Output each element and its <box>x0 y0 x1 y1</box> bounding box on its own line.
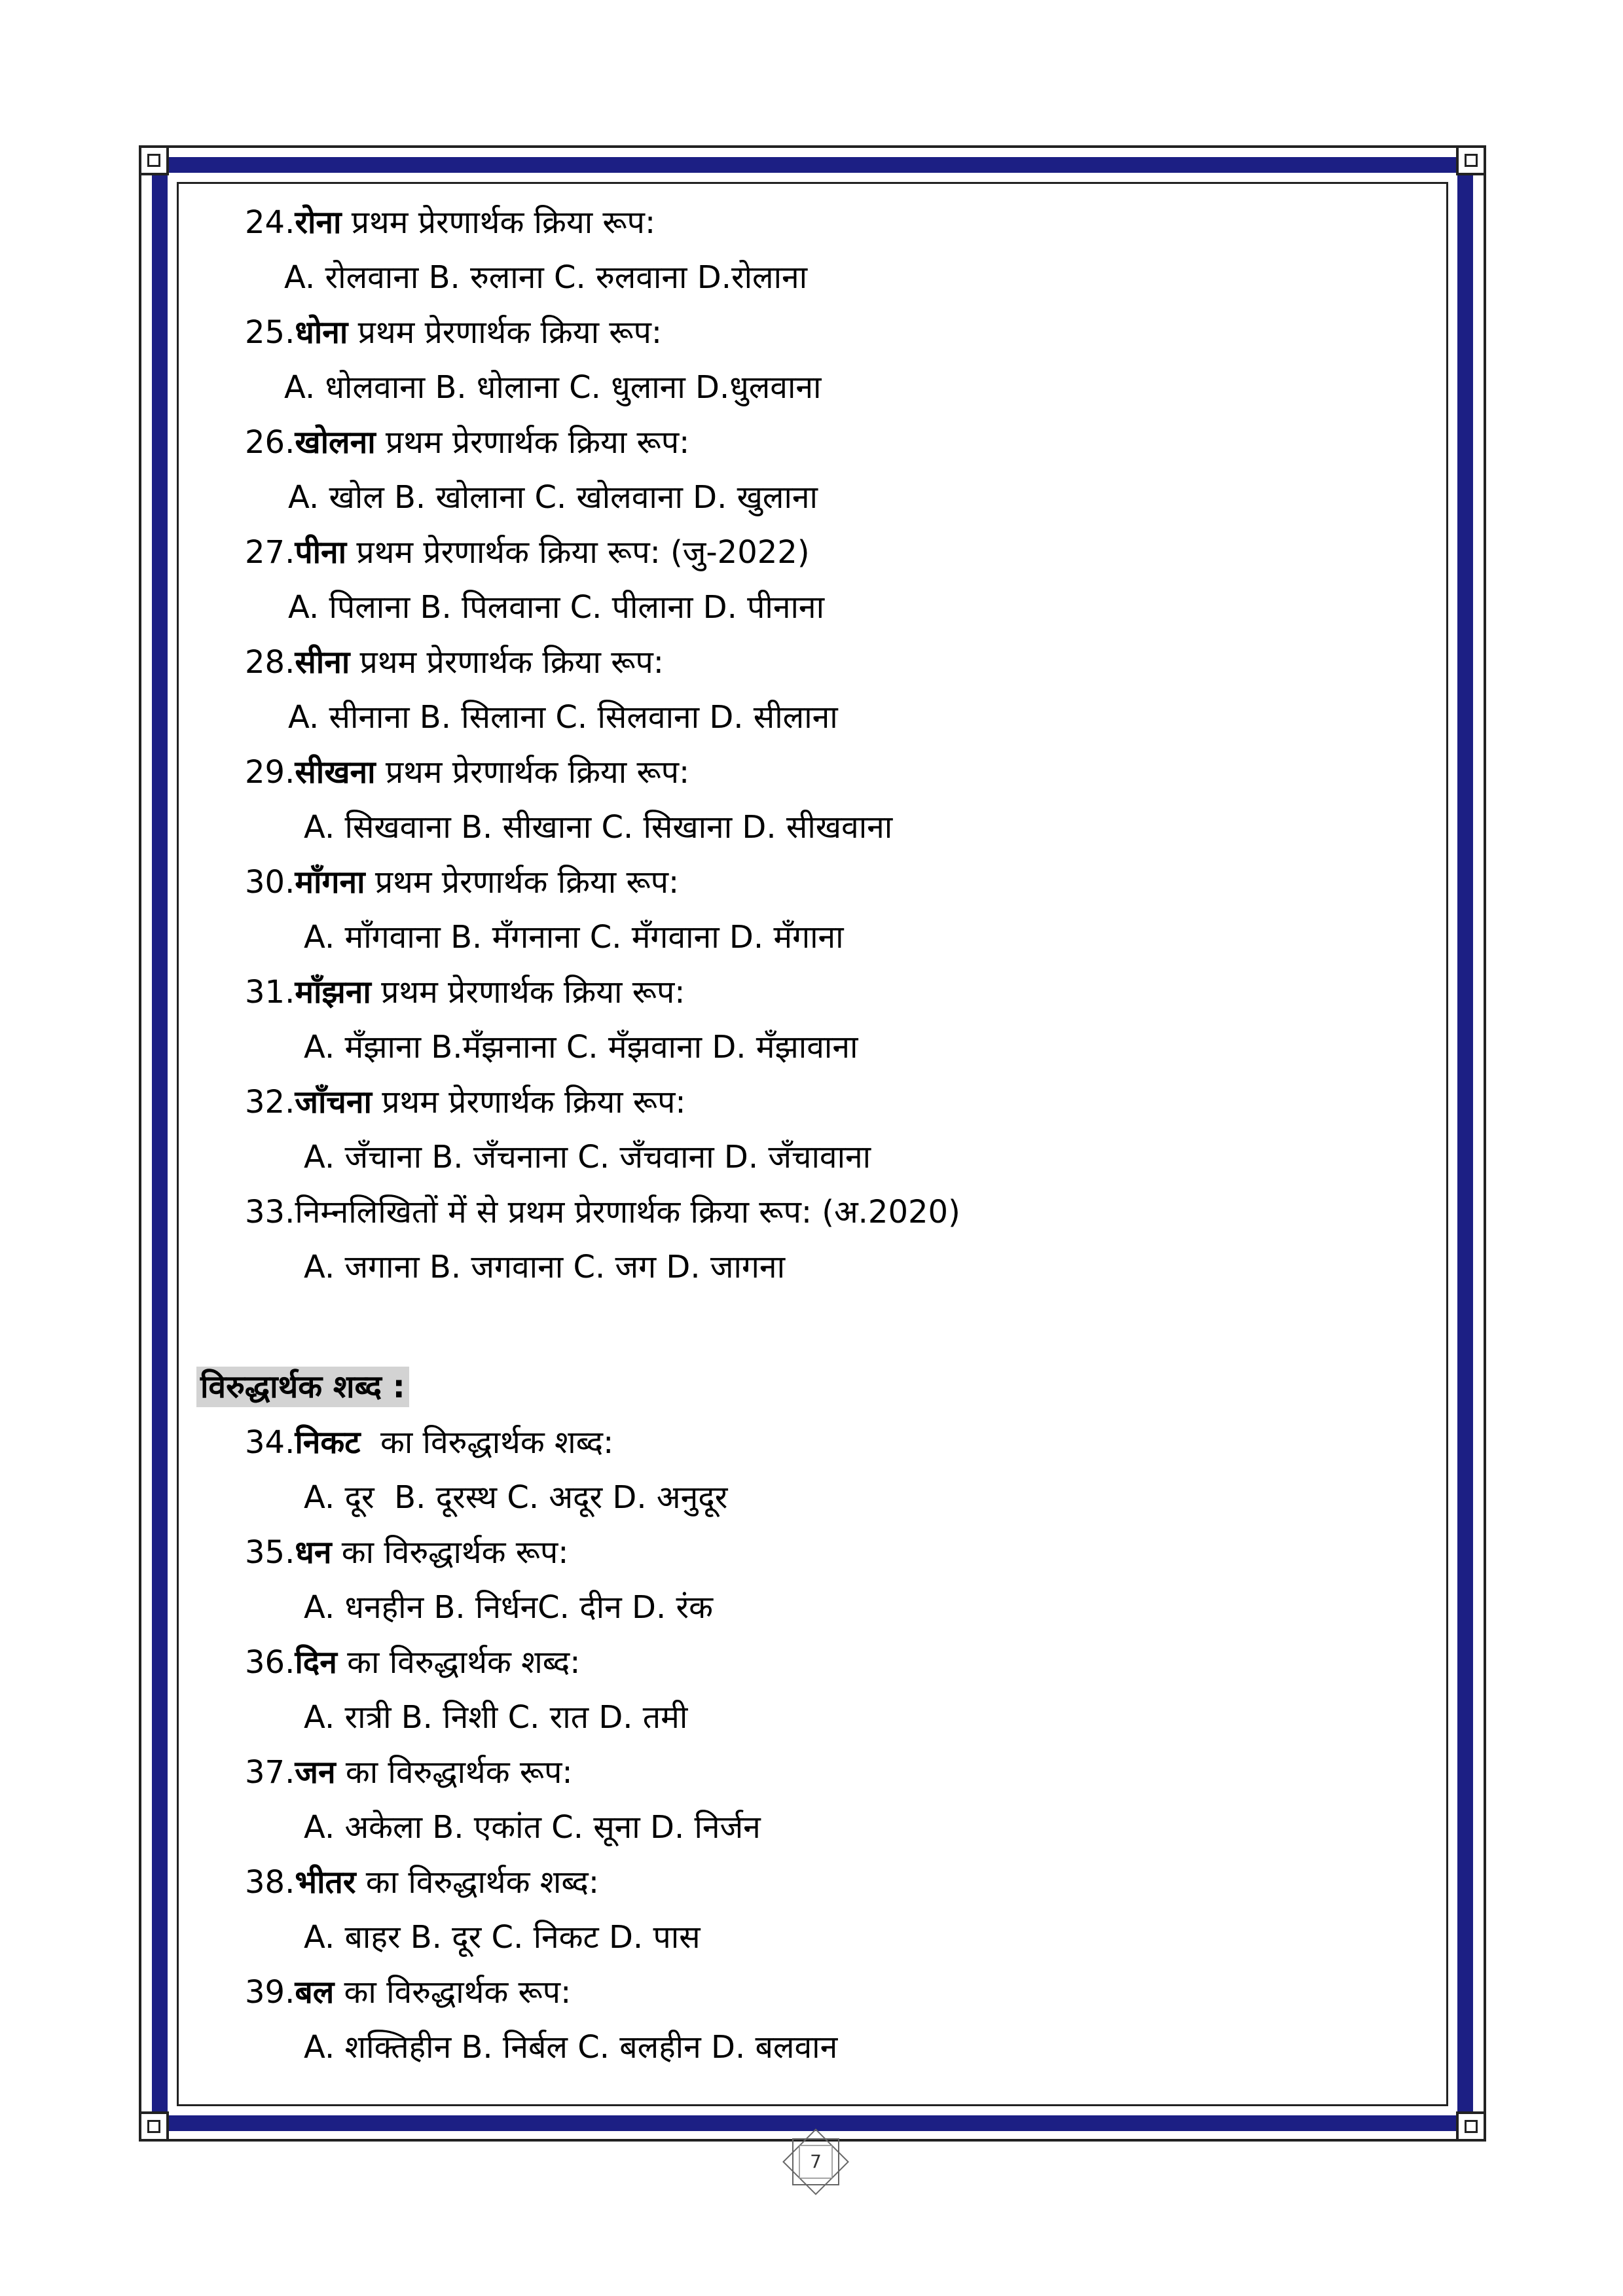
question-38: 38.भीतर का विरुद्धार्थक शब्द: <box>245 1864 600 1901</box>
options-38: A. बाहर B. दूर C. निकट D. पास <box>304 1919 701 1956</box>
question-keyword: माँझना <box>295 974 371 1011</box>
section-heading: विरुद्धार्थक शब्द : <box>196 1367 409 1407</box>
options-36: A. रात्री B. निशी C. रात D. तमी <box>304 1699 688 1736</box>
page-number-ornament <box>775 2121 857 2203</box>
options-28: A. सीनाना B. सिलाना C. सिलवाना D. सीलाना <box>288 699 838 736</box>
question-keyword: माँगना <box>295 864 365 901</box>
corner-ornament-top-left <box>139 145 169 175</box>
question-keyword: सीखना <box>295 754 376 791</box>
question-25: 25.धोना प्रथम प्रेरणार्थक क्रिया रूप: <box>245 314 663 351</box>
page-number: 7 <box>810 2151 822 2172</box>
question-24: 24.रोना प्रथम प्रेरणार्थक क्रिया रूप: <box>245 204 656 241</box>
question-31: 31.माँझना प्रथम प्रेरणार्थक क्रिया रूप: <box>245 974 685 1011</box>
question-28: 28.सीना प्रथम प्रेरणार्थक क्रिया रूप: <box>245 644 664 681</box>
options-35: A. धनहीन B. निर्धनC. दीन D. रंक <box>304 1589 713 1626</box>
options-30: A. माँगवाना B. मँगनाना C. मँगवाना D. मँगाना <box>304 919 844 956</box>
options-33: A. जगाना B. जगवाना C. जग D. जागना <box>304 1249 785 1285</box>
options-27: A. पिलाना B. पिलवाना C. पीलाना D. पीनाना <box>288 589 824 626</box>
question-keyword: जन <box>295 1754 336 1791</box>
options-24: A. रोलवाना B. रुलाना C. रुलवाना D.रोलाना <box>284 259 808 296</box>
options-32: A. जँचाना B. जँचनाना C. जँचवाना D. जँचावाना <box>304 1139 871 1175</box>
question-34: 34.निकट का विरुद्धार्थक शब्द: <box>245 1424 614 1461</box>
question-27: 27.पीना प्रथम प्रेरणार्थक क्रिया रूप: (जु-2022) <box>245 534 810 571</box>
question-33: 33.निम्नलिखितों में से प्रथम प्रेरणार्थक क्रिया रूप: (अ.2020) <box>245 1194 960 1230</box>
question-26: 26.खोलना प्रथम प्रेरणार्थक क्रिया रूप: <box>245 424 690 461</box>
question-keyword: दिन <box>295 1644 337 1681</box>
corner-ornament-top-right <box>1456 145 1486 175</box>
question-39: 39.बल का विरुद्धार्थक रूप: <box>245 1974 572 2011</box>
question-32: 32.जाँचना प्रथम प्रेरणार्थक क्रिया रूप: <box>245 1084 686 1121</box>
question-36: 36.दिन का विरुद्धार्थक शब्द: <box>245 1644 581 1681</box>
question-keyword: भीतर <box>295 1864 356 1901</box>
question-keyword: खोलना <box>295 424 376 461</box>
question-keyword: सीना <box>295 644 350 681</box>
question-35: 35.धन का विरुद्धार्थक रूप: <box>245 1534 569 1571</box>
question-keyword: निकट <box>295 1424 361 1461</box>
question-keyword: धन <box>295 1534 332 1571</box>
options-25: A. धोलवाना B. धोलाना C. धुलाना D.धुलवाना <box>284 369 822 406</box>
options-31: A. मँझाना B.मँझनाना C. मँझवाना D. मँझावाना <box>304 1029 858 1066</box>
question-30: 30.माँगना प्रथम प्रेरणार्थक क्रिया रूप: <box>245 864 680 901</box>
options-26: A. खोल B. खोलाना C. खोलवाना D. खुलाना <box>288 479 818 516</box>
question-keyword: जाँचना <box>295 1084 372 1121</box>
corner-ornament-bottom-left <box>139 2111 169 2142</box>
question-keyword: बल <box>295 1974 335 2011</box>
corner-ornament-bottom-right <box>1456 2111 1486 2142</box>
question-37: 37.जन का विरुद्धार्थक रूप: <box>245 1754 573 1791</box>
question-keyword: पीना <box>295 534 347 571</box>
options-34: A. दूर B. दूरस्थ C. अदूर D. अनुदूर <box>304 1479 728 1516</box>
options-29: A. सिखवाना B. सीखाना C. सिखाना D. सीखवाना <box>304 809 893 846</box>
options-37: A. अकेला B. एकांत C. सूना D. निर्जन <box>304 1809 761 1846</box>
options-39: A. शक्तिहीन B. निर्बल C. बलहीन D. बलवान <box>304 2029 838 2066</box>
question-29: 29.सीखना प्रथम प्रेरणार्थक क्रिया रूप: <box>245 754 690 791</box>
question-keyword: रोना <box>295 204 342 241</box>
question-keyword: धोना <box>295 314 348 351</box>
